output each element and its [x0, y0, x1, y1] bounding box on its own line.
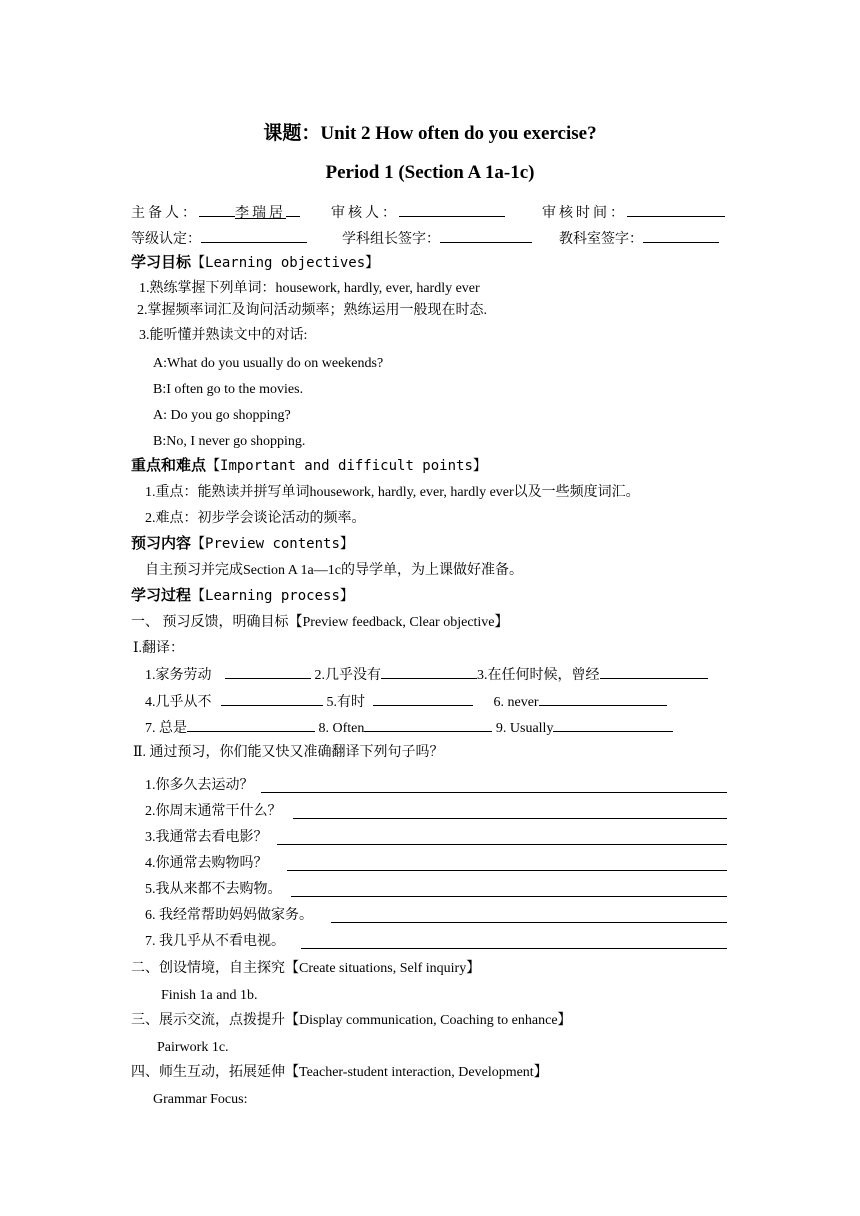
preview-heading-cn: 预习内容	[131, 534, 192, 552]
objectives-heading-en: 【Learning objectives】	[191, 255, 380, 271]
translate-item: 6. never	[493, 695, 539, 710]
key-points-heading-en: 【Important and difficult points】	[206, 458, 487, 474]
objective-item-2: 2.掌握频率词汇及询问活动频率；熟练运用一般现在时态.	[137, 303, 487, 318]
preview-heading-en: 【Preview contents】	[191, 536, 354, 552]
translate-row-1	[145, 665, 708, 685]
answer-blank[interactable]	[221, 692, 323, 706]
review-time-blank	[627, 203, 725, 217]
answer-blank[interactable]	[553, 718, 673, 732]
dialogue-line-1: A:What do you usually do on weekends?	[153, 356, 384, 371]
objective-item-1: 1.熟练掌握下列单词：housework, hardly, ever, hardly ever	[139, 281, 480, 296]
answer-line[interactable]	[331, 909, 727, 923]
key-points-heading	[131, 456, 487, 475]
objectives-heading	[131, 253, 379, 272]
answer-line[interactable]	[301, 935, 727, 949]
sentence-row	[145, 829, 727, 847]
step-4: 四、师生互动，拓展延伸【Teacher-student interaction, Development】	[131, 1065, 548, 1080]
answer-line[interactable]	[293, 805, 727, 819]
sentence-prompt: 5.我从来都不去购物。	[145, 882, 282, 897]
sentence-row	[145, 933, 727, 951]
translate-row-3	[145, 718, 673, 738]
translate-item: 9. Usually	[495, 721, 554, 736]
key-point-1: 1.重点：能熟读并拼写单词housework, hardly, ever, hardly ever以及一些频度词汇。	[145, 485, 640, 500]
preparer-blank-right	[286, 203, 300, 217]
translate-item: 1.家务劳动	[145, 668, 212, 683]
translate-item: 7. 总是	[145, 721, 187, 736]
meta-row-1	[131, 203, 725, 223]
sentence-row	[145, 777, 727, 795]
answer-line[interactable]	[291, 883, 727, 897]
meta-row-2	[131, 229, 719, 249]
sentence-row	[145, 803, 727, 821]
translate-item: 3.在任何时候，曾经	[477, 668, 600, 683]
key-points-heading-cn: 重点和难点	[131, 456, 207, 474]
step-2: 二、创设情境，自主探究【Create situations, Self inquiry】	[131, 961, 481, 976]
preparer-name: 李瑞居	[235, 206, 286, 221]
process-heading-en: 【Learning process】	[191, 588, 354, 604]
step-3-text: Pairwork 1c.	[157, 1040, 229, 1055]
translate-item: 2.几乎没有	[314, 668, 381, 683]
office-label: 教科室签字：	[559, 232, 643, 247]
translate-row-2	[145, 692, 667, 712]
sentence-prompt: 3.我通常去看电影？	[145, 830, 268, 845]
dialogue-line-4: B:No, I never go shopping.	[153, 434, 306, 449]
review-time-label: 审核时间：	[542, 206, 627, 221]
sentence-prompt: 7. 我几乎从不看电视。	[145, 934, 285, 949]
preview-heading	[131, 534, 354, 553]
answer-blank[interactable]	[187, 718, 315, 732]
reviewer-label: 审核人：	[331, 206, 399, 221]
page-subtitle: Period 1 (Section A 1a-1c)	[325, 162, 535, 183]
sentence-row	[145, 881, 727, 899]
preparer-blank-left	[199, 203, 235, 217]
key-point-2: 2.难点：初步学会谈论活动的频率。	[145, 511, 366, 526]
objective-item-3: 3.能听懂并熟读文中的对话:	[139, 328, 308, 343]
answer-line[interactable]	[287, 857, 727, 871]
step-2-text: Finish 1a and 1b.	[161, 988, 258, 1003]
step-1: 一、 预习反馈，明确目标【Preview feedback, Clear objective】	[131, 615, 509, 630]
sentence-prompt: 2.你周末通常干什么？	[145, 804, 282, 819]
answer-blank[interactable]	[373, 692, 473, 706]
process-heading	[131, 586, 354, 605]
answer-blank[interactable]	[600, 665, 708, 679]
part-1-label: Ⅰ.翻译：	[133, 641, 185, 656]
step-4-text: Grammar Focus:	[153, 1092, 248, 1107]
grade-blank	[201, 229, 307, 243]
translate-item: 8. Often	[318, 721, 365, 736]
answer-blank[interactable]	[381, 665, 477, 679]
sentence-row	[145, 907, 727, 925]
preview-text: 自主预习并完成Section A 1a—1c的导学单，为上课做好准备。	[145, 563, 523, 578]
office-blank	[643, 229, 719, 243]
answer-blank[interactable]	[225, 665, 311, 679]
page-title: 课题：Unit 2 How often do you exercise?	[263, 123, 597, 144]
dialogue-line-2: B:I often go to the movies.	[153, 382, 304, 397]
sentence-prompt: 6. 我经常帮助妈妈做家务。	[145, 908, 313, 923]
dialogue-line-3: A: Do you go shopping?	[153, 408, 291, 423]
process-heading-cn: 学习过程	[131, 586, 192, 604]
sentence-prompt: 4.你通常去购物吗？	[145, 856, 268, 871]
part-2-label: Ⅱ. 通过预习，你们能又快又准确翻译下列句子吗？	[133, 745, 444, 760]
sentence-row	[145, 855, 727, 873]
reviewer-blank	[399, 203, 505, 217]
translate-item: 5.有时	[326, 695, 365, 710]
grade-label: 等级认定：	[131, 232, 201, 247]
translate-item: 4.几乎从不	[145, 695, 212, 710]
answer-blank[interactable]	[539, 692, 667, 706]
step-3: 三、展示交流，点拨提升【Display communication, Coaching to enhance】	[131, 1013, 572, 1028]
answer-blank[interactable]	[364, 718, 492, 732]
answer-line[interactable]	[277, 831, 727, 845]
group-leader-label: 学科组长签字：	[342, 232, 440, 247]
answer-line[interactable]	[261, 779, 727, 793]
group-leader-blank	[440, 229, 532, 243]
preparer-label: 主备人：	[131, 206, 199, 221]
sentence-prompt: 1.你多久去运动？	[145, 778, 254, 793]
objectives-heading-cn: 学习目标	[131, 253, 192, 271]
